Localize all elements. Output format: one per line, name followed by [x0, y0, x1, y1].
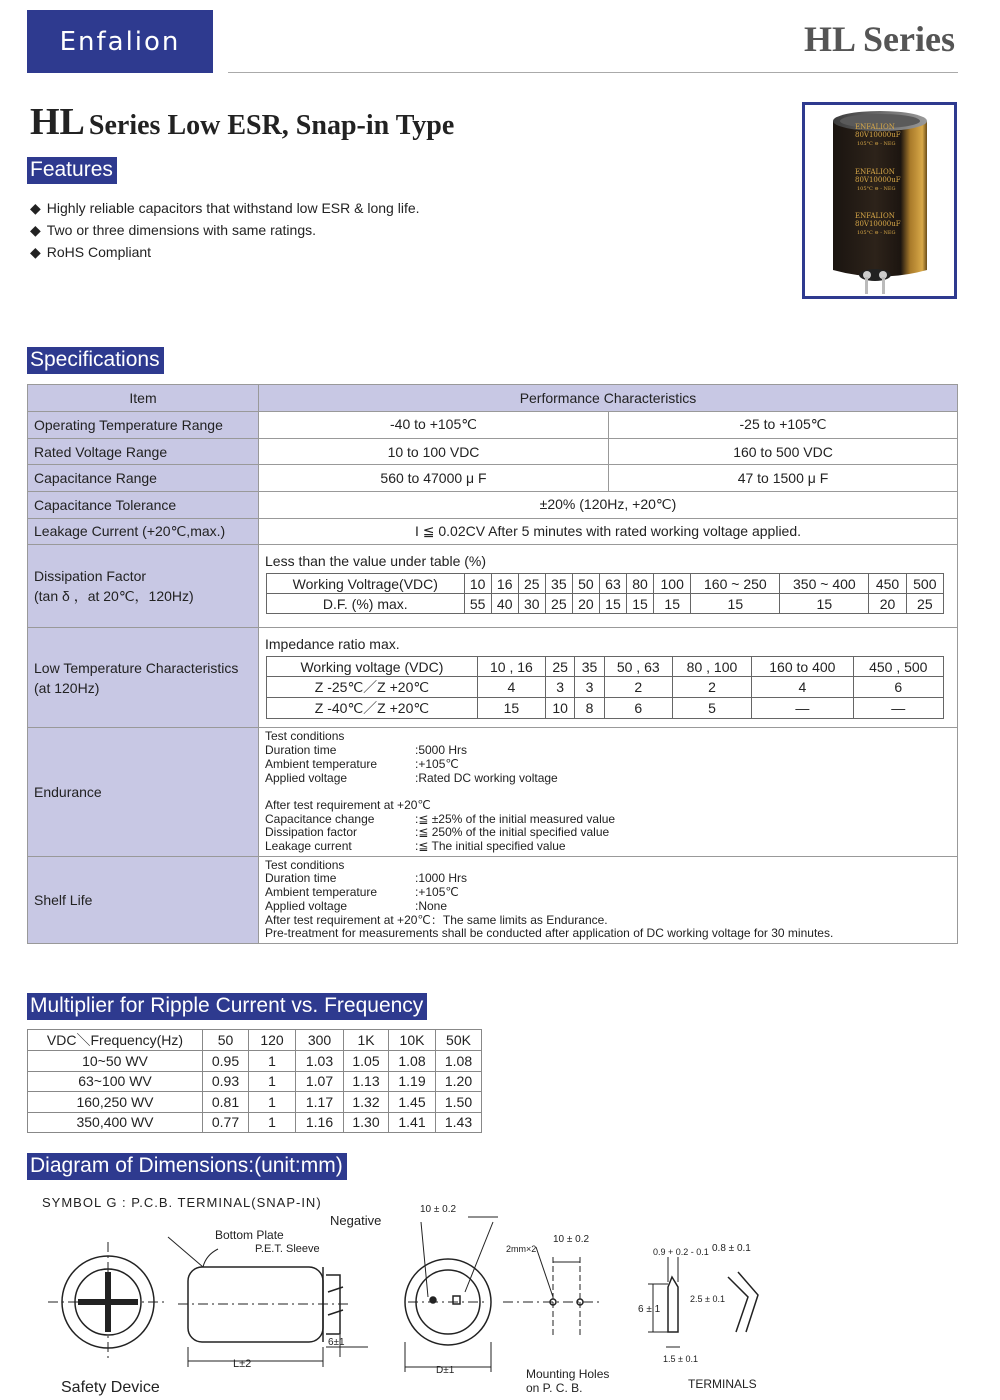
cell: 3 — [575, 677, 604, 698]
diagram-symbol-label: SYMBOL G : P.C.B. TERMINAL(SNAP-IN) — [42, 1195, 322, 1210]
endurance-test-conditions: Test conditions — [265, 729, 345, 744]
header-divider — [228, 72, 958, 73]
specifications-table — [27, 384, 958, 944]
row-label: Operating Temperature Range — [28, 412, 259, 439]
cell: 50 , 63 — [604, 657, 672, 677]
page-title — [30, 100, 454, 144]
cell: 25 — [546, 657, 575, 677]
features-heading: Features — [27, 157, 117, 184]
cell: 40 — [491, 594, 518, 614]
cell: 50K — [436, 1030, 482, 1051]
lowtemp-note: Impedance ratio max. — [265, 636, 400, 653]
row-label: Rated Voltage Range — [28, 438, 259, 465]
kv-value: :≦ The initial specified value — [415, 839, 566, 854]
kv-value: :≦ ±25% of the initial measured value — [415, 811, 616, 826]
cell: 15 — [780, 594, 869, 614]
lowtemp-row — [267, 698, 944, 719]
lowtemp-row — [267, 677, 944, 698]
row-label — [28, 628, 259, 728]
cell: — — [752, 698, 853, 719]
hole-pitch-dimension: 10 ± 0.2 — [553, 1234, 590, 1245]
cap-print-rating: 80V10000uF — [855, 131, 901, 139]
kv-value: :Rated DC working voltage — [415, 770, 558, 785]
cell: 100 — [654, 574, 691, 594]
length-dimension: L±2 — [233, 1358, 252, 1370]
row-label-line: Dissipation Factor — [34, 568, 147, 585]
cell: 1.16 — [296, 1112, 344, 1133]
dimension-diagram — [28, 1187, 798, 1400]
kv-value: :≦ 250% of the initial specified value — [415, 825, 610, 840]
cell: 0.77 — [203, 1112, 249, 1133]
features-list — [30, 197, 420, 263]
cell: 1.17 — [296, 1092, 344, 1113]
negative-label: Negative — [330, 1213, 382, 1228]
table-row — [28, 628, 958, 728]
hole-size-dimension: 2mm×2 — [506, 1244, 537, 1254]
cell: 25 — [545, 594, 572, 614]
cell: 20 — [869, 594, 906, 614]
cell: I ≦ 0.02CV After 5 minutes with rated working voltage applied. — [259, 518, 958, 545]
cell: 500 — [906, 574, 943, 594]
shelf-test-conditions: Test conditions — [265, 857, 345, 872]
cell: 16 — [491, 574, 518, 594]
cell: 1.19 — [389, 1071, 436, 1092]
cell: 1 — [249, 1051, 296, 1072]
cap-print-temp: 105°C ⊖ - NEG — [857, 230, 896, 236]
table-row — [28, 856, 958, 943]
ripple-header-row — [28, 1030, 482, 1051]
cell: 1.30 — [344, 1112, 389, 1133]
cell: 15 — [477, 698, 545, 719]
cell: 1.43 — [436, 1112, 482, 1133]
cap-print-brand: ENFALION — [855, 123, 895, 131]
endurance-line — [265, 826, 951, 840]
cell: 1.03 — [296, 1051, 344, 1072]
title-description: Series Low ESR, Snap-in Type — [88, 110, 455, 141]
cell: 0.81 — [203, 1092, 249, 1113]
row-label: Leakage Current (+20℃,max.) — [28, 518, 259, 545]
df-note: Less than the value under table (%) — [265, 553, 487, 570]
row-label: Capacitance Range — [28, 465, 259, 492]
endurance-line — [265, 772, 951, 786]
endurance-after: After test requirement at +20℃ — [265, 797, 431, 812]
cell: D.F. (%) max. — [267, 594, 465, 614]
cell: -40 to +105℃ — [259, 412, 609, 439]
cap-print-rating: 80V10000uF — [855, 220, 901, 228]
kv-key: Duration time — [265, 743, 337, 758]
lowtemp-table — [266, 656, 944, 719]
cell: 1K — [344, 1030, 389, 1051]
kv-key: Capacitance change — [265, 811, 375, 826]
shelf-after: After test requirement at +20℃：The same limits as Endurance. — [265, 912, 608, 927]
feature-item: ◆ RoHS Compliant — [30, 241, 420, 263]
cap-print-rating: 80V10000uF — [855, 176, 901, 184]
kv-key: Applied voltage — [265, 770, 348, 785]
cell: Z -40℃／Z +20℃ — [267, 698, 478, 719]
cell: 350 ~ 400 — [780, 574, 869, 594]
cell: 50 — [572, 574, 599, 594]
ripple-table — [27, 1029, 482, 1133]
diagram-heading: Diagram of Dimensions:(unit:mm) — [27, 1153, 347, 1180]
cell: 8 — [575, 698, 604, 719]
kv-key: Ambient temperature — [265, 885, 378, 900]
table-row — [28, 728, 958, 856]
pitch-dimension: 10 ± 0.2 — [420, 1204, 457, 1215]
cell: 0.93 — [203, 1071, 249, 1092]
df-value-row — [267, 594, 944, 614]
cell: 450 — [869, 574, 906, 594]
cell: — — [853, 698, 943, 719]
cap-print-temp: 105°C ⊖ - NEG — [857, 186, 896, 192]
cell: 50 — [203, 1030, 249, 1051]
terminals-label: TERMINALS — [688, 1377, 757, 1391]
terminal-height-dimension: 6 ± 1 — [638, 1304, 661, 1315]
cell: 47 to 1500 μ F — [609, 465, 958, 492]
kv-key: Applied voltage — [265, 898, 348, 913]
table-row — [28, 1112, 482, 1133]
shelf-line — [265, 886, 951, 900]
cap-print-brand: ENFALION — [855, 212, 895, 220]
column-header: Item — [28, 385, 259, 412]
kv-key: Dissipation factor — [265, 825, 358, 840]
cell: 1 — [249, 1092, 296, 1113]
kv-key: Duration time — [265, 871, 337, 886]
cell: 55 — [464, 594, 491, 614]
specifications-heading: Specifications — [27, 347, 164, 374]
cell: VDC＼Frequency(Hz) — [28, 1030, 203, 1051]
cell: 20 — [572, 594, 599, 614]
cell: 15 — [691, 594, 780, 614]
cell: 10~50 WV — [28, 1051, 203, 1072]
terminal-width-dimension: 0.9 + 0.2 - 0.1 — [653, 1247, 709, 1257]
cell: 120 — [249, 1030, 296, 1051]
cell: 1 — [249, 1112, 296, 1133]
row-label — [28, 545, 259, 628]
pet-sleeve-label: P.E.T. Sleeve — [255, 1243, 320, 1255]
cell: 35 — [575, 657, 604, 677]
kv-value: :5000 Hrs — [415, 743, 468, 758]
df-table — [266, 573, 944, 614]
table-row — [28, 492, 958, 519]
ripple-heading: Multiplier for Ripple Current vs. Frequency — [27, 993, 427, 1020]
terminal-thickness-dimension: 0.8 ± 0.1 — [712, 1243, 751, 1254]
cell: 1 — [249, 1071, 296, 1092]
cell: 10K — [389, 1030, 436, 1051]
table-row — [28, 545, 958, 628]
cell: Working Voltrage(VDC) — [267, 574, 465, 594]
cell: ±20% (120Hz, +20℃) — [259, 492, 958, 519]
column-header: Performance Characteristics — [259, 385, 958, 412]
title-series-code: HL — [30, 101, 85, 143]
row-label-line: (tan δ ，at 20℃，120Hz) — [34, 588, 194, 605]
cell: 350,400 WV — [28, 1112, 203, 1133]
diameter-dimension: D±1 — [436, 1365, 455, 1376]
endurance-line — [265, 840, 951, 854]
cell: 5 — [672, 698, 751, 719]
cell: 4 — [477, 677, 545, 698]
product-photo — [802, 102, 957, 299]
shelf-line — [265, 900, 951, 914]
cell: 3 — [546, 677, 575, 698]
endurance-line — [265, 813, 951, 827]
row-label: Capacitance Tolerance — [28, 492, 259, 519]
cell: 10 to 100 VDC — [259, 438, 609, 465]
cell: 1.45 — [389, 1092, 436, 1113]
safety-device-label: Safety Device — [61, 1379, 160, 1396]
kv-key: Leakage current — [265, 839, 352, 854]
bottom-plate-label: Bottom Plate — [215, 1228, 284, 1242]
feature-item: ◆ Highly reliable capacitors that withstand low ESR & long life. — [30, 197, 420, 219]
cell — [259, 728, 958, 856]
cell: 4 — [752, 677, 853, 698]
cell: 0.95 — [203, 1051, 249, 1072]
cell — [259, 856, 958, 943]
cell: 80 — [626, 574, 653, 594]
feature-item: ◆ Two or three dimensions with same ratings. — [30, 219, 420, 241]
cell: 160 to 400 — [752, 657, 853, 677]
endurance-line — [265, 758, 951, 772]
shelf-line — [265, 872, 951, 886]
cell: 63 — [599, 574, 626, 594]
cell: 300 — [296, 1030, 344, 1051]
row-label: Shelf Life — [28, 856, 259, 943]
mounting-holes-label: Mounting Holes — [526, 1367, 610, 1381]
terminal-tip-dimension: 2.5 ± 0.1 — [690, 1294, 725, 1304]
cell: 160 to 500 VDC — [609, 438, 958, 465]
cell: 1.08 — [436, 1051, 482, 1072]
cell: 2 — [604, 677, 672, 698]
cell — [259, 628, 958, 728]
cell: 15 — [654, 594, 691, 614]
df-header-row — [267, 574, 944, 594]
cap-print-temp: 105°C ⊖ - NEG — [857, 141, 896, 147]
bottom-view-drawing — [405, 1217, 498, 1372]
table-row — [28, 1051, 482, 1072]
table-row — [28, 412, 958, 439]
kv-value: :+105℃ — [415, 756, 459, 771]
cell: 15 — [626, 594, 653, 614]
kv-value: :1000 Hrs — [415, 871, 468, 886]
cell: Working voltage (VDC) — [267, 657, 478, 677]
cell: 160 ~ 250 — [691, 574, 780, 594]
cell: 6 — [604, 698, 672, 719]
row-label: Endurance — [28, 728, 259, 856]
cap-print-brand: ENFALION — [855, 168, 895, 176]
cell: 1.08 — [389, 1051, 436, 1072]
cell: 1.32 — [344, 1092, 389, 1113]
cell: 560 to 47000 μ F — [259, 465, 609, 492]
table-row — [28, 465, 958, 492]
cell: 1.50 — [436, 1092, 482, 1113]
cell: 10 , 16 — [477, 657, 545, 677]
cell: 63~100 WV — [28, 1071, 203, 1092]
endurance-line — [265, 744, 951, 758]
cell: Z -25℃／Z +20℃ — [267, 677, 478, 698]
table-row — [28, 518, 958, 545]
cell: 25 — [906, 594, 943, 614]
series-title: HL Series — [804, 19, 955, 59]
terminal-base-dimension: 1.5 ± 0.1 — [663, 1354, 698, 1364]
kv-value: :None — [415, 898, 448, 913]
cell: 1.13 — [344, 1071, 389, 1092]
mounting-holes-drawing — [503, 1247, 603, 1337]
table-row — [28, 1092, 482, 1113]
cell: 6 — [853, 677, 943, 698]
cell: 80 , 100 — [672, 657, 751, 677]
row-label-line: Low Temperature Characteristics — [34, 659, 239, 676]
cell: 15 — [599, 594, 626, 614]
cell: 2 — [672, 677, 751, 698]
cell: 1.07 — [296, 1071, 344, 1092]
mounting-holes-sublabel: on P. C. B. — [526, 1381, 583, 1395]
cell: 25 — [518, 574, 545, 594]
table-row — [28, 438, 958, 465]
cell: 30 — [518, 594, 545, 614]
lead-length-dimension: 6±1 — [328, 1337, 345, 1348]
row-label-line: (at 120Hz) — [34, 679, 100, 696]
cell: 160,250 WV — [28, 1092, 203, 1113]
shelf-pretreatment: Pre-treatment for measurements shall be conducted after application of DC working voltage for 30 minutes. — [265, 926, 834, 941]
kv-value: :+105℃ — [415, 885, 459, 900]
cell: 1.20 — [436, 1071, 482, 1092]
spacer — [265, 785, 951, 799]
cell: 1.05 — [344, 1051, 389, 1072]
cell: 35 — [545, 574, 572, 594]
brand-logo: Enfalion — [27, 10, 213, 73]
cell: 1.41 — [389, 1112, 436, 1133]
cell: 10 — [464, 574, 491, 594]
kv-key: Ambient temperature — [265, 756, 378, 771]
cell: 10 — [546, 698, 575, 719]
cell — [259, 545, 958, 628]
lowtemp-header-row — [267, 657, 944, 677]
table-row — [28, 1071, 482, 1092]
table-header-row — [28, 385, 958, 412]
safety-device-drawing — [48, 1242, 168, 1362]
cell: 450 , 500 — [853, 657, 943, 677]
cell: -25 to +105℃ — [609, 412, 958, 439]
